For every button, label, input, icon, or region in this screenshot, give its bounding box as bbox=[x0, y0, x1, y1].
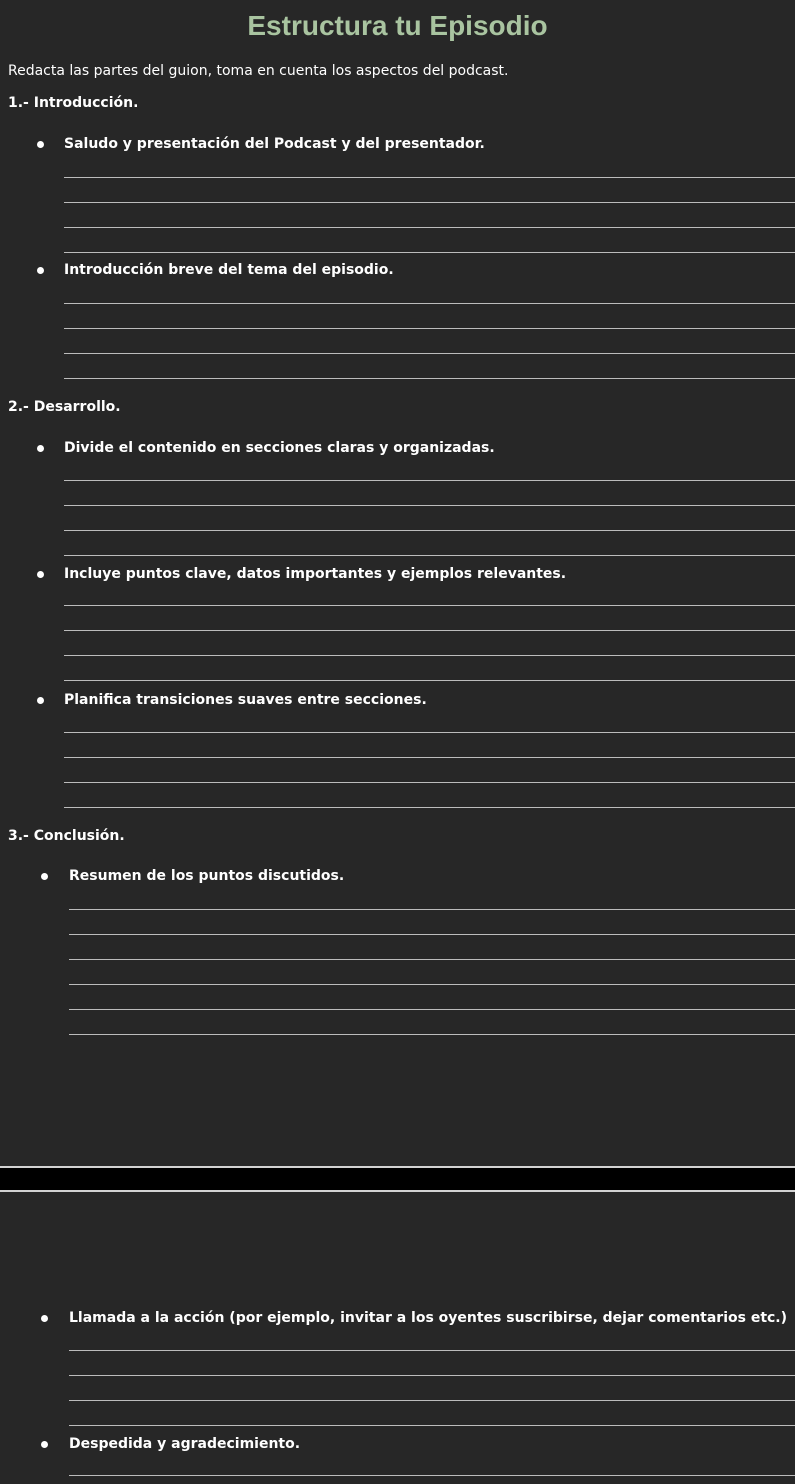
page-title: Estructura tu Episodio bbox=[247, 10, 548, 41]
answer-line[interactable] bbox=[64, 782, 795, 783]
answer-line[interactable] bbox=[64, 505, 795, 506]
item-label: Resumen de los puntos discutidos. bbox=[69, 868, 345, 884]
bullet-icon bbox=[41, 873, 48, 880]
item-label: Llamada a la acción (por ejemplo, invitar a los oyentes suscribirse, dejar comentarios etc.) bbox=[69, 1310, 788, 1326]
answer-line[interactable] bbox=[64, 732, 795, 733]
answer-line[interactable] bbox=[69, 1009, 795, 1010]
answer-line[interactable] bbox=[64, 252, 795, 253]
answer-line[interactable] bbox=[64, 353, 795, 354]
instructions-text: Redacta las partes del guion, toma en cuenta los aspectos del podcast. bbox=[8, 63, 509, 79]
bullet-icon bbox=[37, 445, 44, 452]
item-label: Saludo y presentación del Podcast y del presentador. bbox=[64, 136, 485, 152]
answer-line[interactable] bbox=[64, 303, 795, 304]
item-label: Planifica transiciones suaves entre secciones. bbox=[64, 692, 427, 708]
answer-line[interactable] bbox=[69, 1425, 795, 1426]
answer-line[interactable] bbox=[69, 984, 795, 985]
item-label: Despedida y agradecimiento. bbox=[69, 1436, 301, 1452]
bullet-icon bbox=[37, 267, 44, 274]
answer-line[interactable] bbox=[64, 655, 795, 656]
bullet-icon bbox=[37, 141, 44, 148]
answer-line[interactable] bbox=[64, 555, 795, 556]
section-heading-introduccion: 1.- Introducción. bbox=[8, 95, 139, 111]
answer-line[interactable] bbox=[64, 530, 795, 531]
answer-line[interactable] bbox=[64, 680, 795, 681]
answer-line[interactable] bbox=[64, 807, 795, 808]
answer-line[interactable] bbox=[69, 1375, 795, 1376]
section-heading-conclusion: 3.- Conclusión. bbox=[8, 828, 125, 844]
answer-line[interactable] bbox=[69, 1475, 795, 1476]
answer-line[interactable] bbox=[64, 630, 795, 631]
answer-line[interactable] bbox=[64, 328, 795, 329]
item-label: Incluye puntos clave, datos importantes y ejemplos relevantes. bbox=[64, 566, 567, 582]
answer-line[interactable] bbox=[64, 177, 795, 178]
answer-line[interactable] bbox=[64, 480, 795, 481]
answer-line[interactable] bbox=[64, 202, 795, 203]
page-break-divider bbox=[0, 1166, 795, 1192]
answer-line[interactable] bbox=[69, 1350, 795, 1351]
bullet-icon bbox=[41, 1441, 48, 1448]
section-heading-desarrollo: 2.- Desarrollo. bbox=[8, 399, 121, 415]
answer-line[interactable] bbox=[64, 378, 795, 379]
answer-line[interactable] bbox=[69, 1400, 795, 1401]
answer-line[interactable] bbox=[64, 605, 795, 606]
item-label: Divide el contenido en secciones claras y organizadas. bbox=[64, 440, 495, 456]
bullet-icon bbox=[37, 697, 44, 704]
answer-line[interactable] bbox=[69, 959, 795, 960]
answer-line[interactable] bbox=[64, 227, 795, 228]
bullet-icon bbox=[37, 571, 44, 578]
item-label: Introducción breve del tema del episodio. bbox=[64, 262, 394, 278]
bullet-icon bbox=[41, 1315, 48, 1322]
answer-line[interactable] bbox=[69, 909, 795, 910]
answer-line[interactable] bbox=[69, 1034, 795, 1035]
answer-line[interactable] bbox=[69, 934, 795, 935]
answer-line[interactable] bbox=[64, 757, 795, 758]
